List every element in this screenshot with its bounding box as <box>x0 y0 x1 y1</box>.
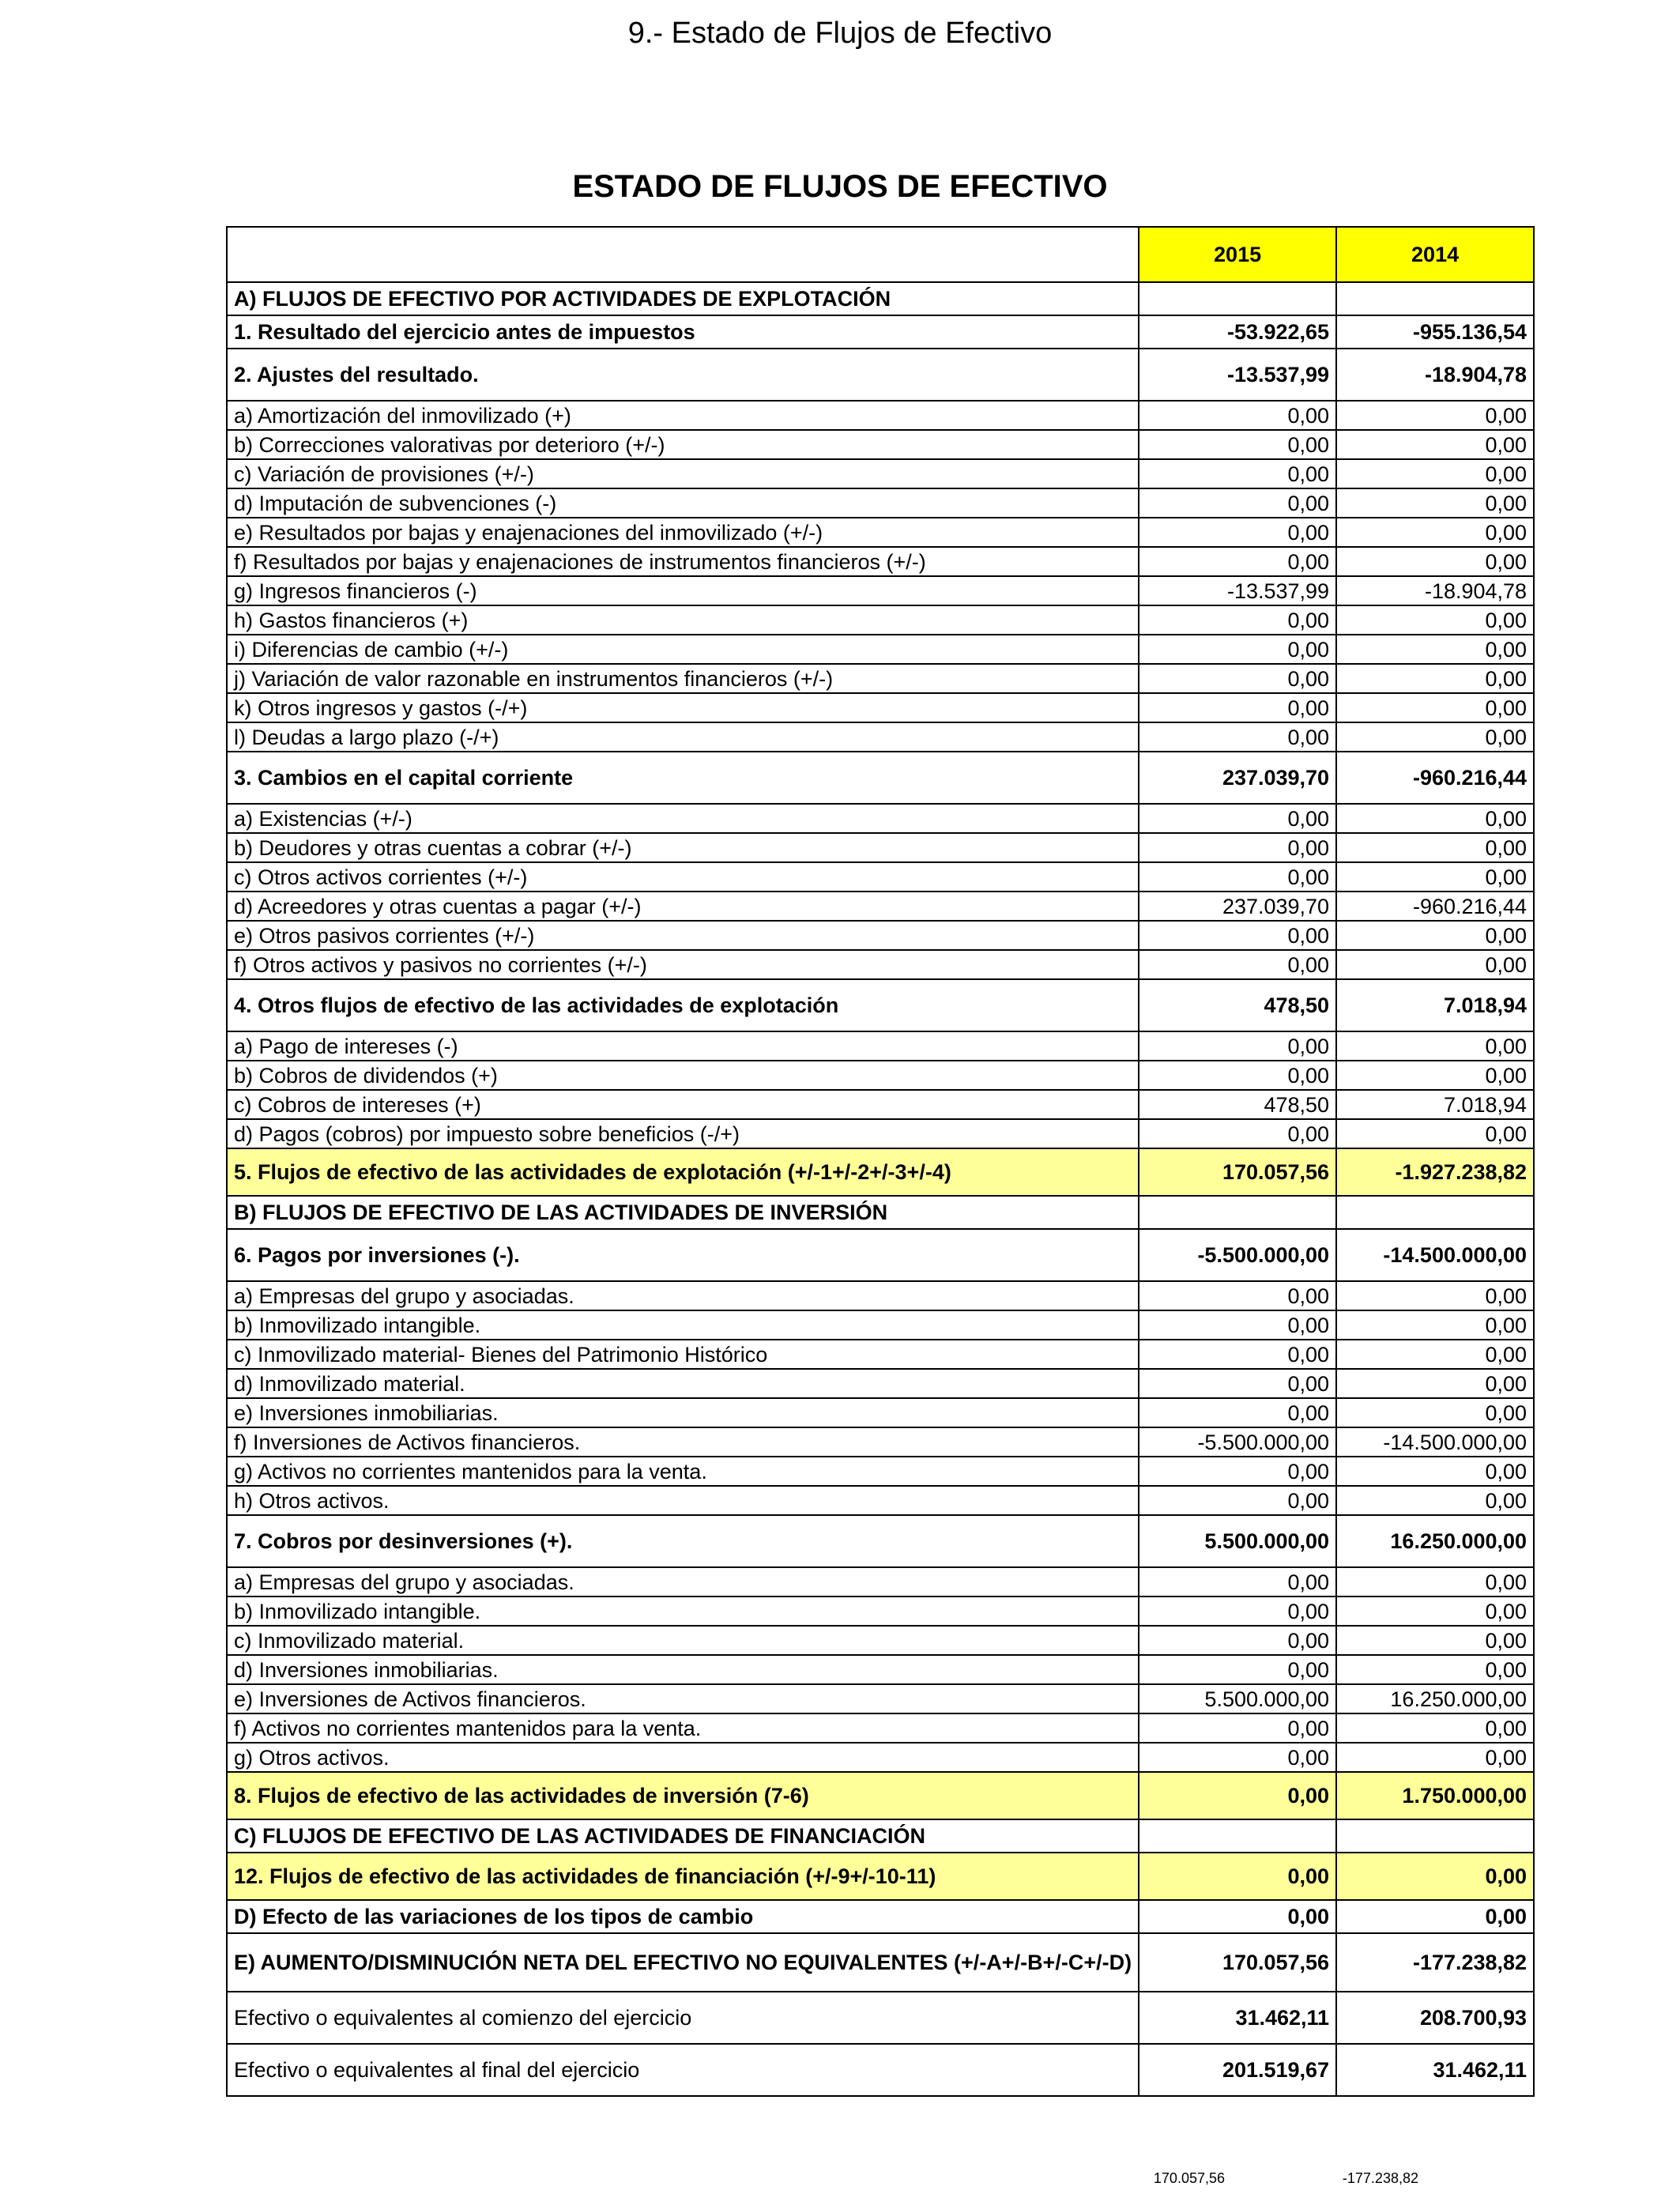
table-row <box>227 1119 1534 1148</box>
row-label: e) Inversiones inmobiliarias. <box>227 1398 1139 1427</box>
table-row <box>227 804 1534 833</box>
value-2015: 478,50 <box>1139 1090 1336 1119</box>
row-label: A) FLUJOS DE EFECTIVO POR ACTIVIDADES DE EXPLOTACIÓN <box>227 282 1139 315</box>
row-label: g) Otros activos. <box>227 1743 1139 1772</box>
value-2014: 0,00 <box>1336 488 1534 518</box>
row-label: Efectivo o equivalentes al final del ejercicio <box>227 2044 1139 2096</box>
value-2015: 31.462,11 <box>1139 1992 1336 2044</box>
value-2015: -5.500.000,00 <box>1139 1229 1336 1281</box>
value-2015: 0,00 <box>1139 1061 1336 1090</box>
row-label: 4. Otros flujos de efectivo de las actividades de explotación <box>227 979 1139 1031</box>
value-2015: 0,00 <box>1139 1626 1336 1655</box>
table-row <box>227 1031 1534 1061</box>
value-2015: 0,00 <box>1139 1398 1336 1427</box>
value-2014: 0,00 <box>1336 1486 1534 1515</box>
table-row <box>227 1900 1534 1933</box>
table-row <box>227 1369 1534 1398</box>
value-2015: 0,00 <box>1139 1655 1336 1684</box>
value-2015 <box>1139 1819 1336 1853</box>
row-label: e) Resultados por bajas y enajenaciones del inmovilizado (+/-) <box>227 518 1139 547</box>
value-2015: 0,00 <box>1139 1743 1336 1772</box>
table-row <box>227 1626 1534 1655</box>
value-2014: 0,00 <box>1336 1853 1534 1900</box>
table-row <box>227 488 1534 518</box>
value-2015: 0,00 <box>1139 1119 1336 1148</box>
row-label: 5. Flujos de efectivo de las actividades de explotación (+/-1+/-2+/-3+/-4) <box>227 1148 1139 1196</box>
value-2014: -960.216,44 <box>1336 752 1534 804</box>
header-year-2015: 2015 <box>1139 227 1336 282</box>
row-label: f) Activos no corrientes mantenidos para la venta. <box>227 1713 1139 1743</box>
value-2015: 0,00 <box>1139 459 1336 488</box>
value-2015: 0,00 <box>1139 862 1336 892</box>
value-2014 <box>1336 282 1534 315</box>
table-row <box>227 1090 1534 1119</box>
value-2014: 7.018,94 <box>1336 979 1534 1031</box>
value-2015: 0,00 <box>1139 605 1336 635</box>
value-2015: -13.537,99 <box>1139 576 1336 605</box>
value-2015: 0,00 <box>1139 1567 1336 1596</box>
table-row <box>227 547 1534 576</box>
row-label: f) Resultados por bajas y enajenaciones de instrumentos financieros (+/-) <box>227 547 1139 576</box>
value-2014: 0,00 <box>1336 1567 1534 1596</box>
row-label: d) Imputación de subvenciones (-) <box>227 488 1139 518</box>
value-2014: -177.238,82 <box>1336 1933 1534 1992</box>
value-2014: 0,00 <box>1336 1281 1534 1310</box>
row-label: 8. Flujos de efectivo de las actividades de inversión (7-6) <box>227 1772 1139 1819</box>
header-year-2014: 2014 <box>1336 227 1534 282</box>
value-2014: 0,00 <box>1336 635 1534 664</box>
table-row <box>227 693 1534 722</box>
table-row <box>227 1457 1534 1486</box>
row-label: a) Existencias (+/-) <box>227 804 1139 833</box>
value-2014: 0,00 <box>1336 1713 1534 1743</box>
row-label: d) Acreedores y otras cuentas a pagar (+/-) <box>227 892 1139 921</box>
value-2014: 0,00 <box>1336 1457 1534 1486</box>
value-2015: 237.039,70 <box>1139 892 1336 921</box>
table-row <box>227 1992 1534 2044</box>
value-2014: 31.462,11 <box>1336 2044 1534 2096</box>
value-2014: 0,00 <box>1336 547 1534 576</box>
row-label: b) Inmovilizado intangible. <box>227 1310 1139 1340</box>
table-row <box>227 282 1534 315</box>
table-row <box>227 1853 1534 1900</box>
value-2015: 0,00 <box>1139 1486 1336 1515</box>
value-2015: 0,00 <box>1139 1310 1336 1340</box>
table-row <box>227 833 1534 862</box>
row-label: g) Ingresos financieros (-) <box>227 576 1139 605</box>
value-2015: 0,00 <box>1139 693 1336 722</box>
row-label: a) Pago de intereses (-) <box>227 1031 1139 1061</box>
row-label: f) Inversiones de Activos financieros. <box>227 1427 1139 1457</box>
table-row <box>227 401 1534 430</box>
row-label: k) Otros ingresos y gastos (-/+) <box>227 693 1139 722</box>
row-label: 6. Pagos por inversiones (-). <box>227 1229 1139 1281</box>
row-label: e) Otros pasivos corrientes (+/-) <box>227 921 1139 950</box>
table-row <box>227 1819 1534 1853</box>
value-2015: 170.057,56 <box>1139 1933 1336 1992</box>
value-2014: 0,00 <box>1336 430 1534 459</box>
row-label: 7. Cobros por desinversiones (+). <box>227 1515 1139 1567</box>
value-2015: 0,00 <box>1139 1713 1336 1743</box>
table-row <box>227 1281 1534 1310</box>
value-2015: 0,00 <box>1139 664 1336 693</box>
row-label: a) Empresas del grupo y asociadas. <box>227 1567 1139 1596</box>
table-row <box>227 1340 1534 1369</box>
value-2014: 0,00 <box>1336 862 1534 892</box>
value-2014: 16.250.000,00 <box>1336 1515 1534 1567</box>
row-label: c) Cobros de intereses (+) <box>227 1090 1139 1119</box>
value-2014: 0,00 <box>1336 1626 1534 1655</box>
row-label: a) Empresas del grupo y asociadas. <box>227 1281 1139 1310</box>
value-2015: 0,00 <box>1139 1369 1336 1398</box>
value-2015: 0,00 <box>1139 921 1336 950</box>
value-2014: 0,00 <box>1336 804 1534 833</box>
row-label: l) Deudas a largo plazo (-/+) <box>227 722 1139 752</box>
table-row <box>227 752 1534 804</box>
footnote-2014: -177.238,82 <box>1342 2170 1418 2186</box>
table-row <box>227 1772 1534 1819</box>
value-2015: 5.500.000,00 <box>1139 1684 1336 1713</box>
value-2014: 0,00 <box>1336 1369 1534 1398</box>
value-2015: 0,00 <box>1139 1457 1336 1486</box>
table-row <box>227 979 1534 1031</box>
value-2014: 0,00 <box>1336 950 1534 979</box>
value-2015: -53.922,65 <box>1139 315 1336 349</box>
row-label: f) Otros activos y pasivos no corrientes (+/-) <box>227 950 1139 979</box>
value-2015: -13.537,99 <box>1139 349 1336 401</box>
page-heading: 9.- Estado de Flujos de Efectivo <box>627 17 1053 50</box>
document-title: ESTADO DE FLUJOS DE EFECTIVO <box>572 169 1108 204</box>
value-2015: 0,00 <box>1139 804 1336 833</box>
footnote-2015: 170.057,56 <box>1153 2170 1225 2186</box>
table-row <box>227 1229 1534 1281</box>
table-row <box>227 1515 1534 1567</box>
value-2015: 0,00 <box>1139 1772 1336 1819</box>
table-row <box>227 1310 1534 1340</box>
row-label: c) Inmovilizado material. <box>227 1626 1139 1655</box>
value-2015: 478,50 <box>1139 979 1336 1031</box>
value-2014: -14.500.000,00 <box>1336 1427 1534 1457</box>
table-row <box>227 459 1534 488</box>
table-row <box>227 1713 1534 1743</box>
value-2015: 0,00 <box>1139 518 1336 547</box>
value-2015 <box>1139 1196 1336 1229</box>
value-2015: -5.500.000,00 <box>1139 1427 1336 1457</box>
value-2014: 0,00 <box>1336 833 1534 862</box>
value-2014: 1.750.000,00 <box>1336 1772 1534 1819</box>
value-2014: 0,00 <box>1336 1031 1534 1061</box>
table-row <box>227 1196 1534 1229</box>
row-label: c) Variación de provisiones (+/-) <box>227 459 1139 488</box>
table-row <box>227 950 1534 979</box>
value-2014: 0,00 <box>1336 693 1534 722</box>
row-label: B) FLUJOS DE EFECTIVO DE LAS ACTIVIDADES DE INVERSIÓN <box>227 1196 1139 1229</box>
value-2014: 0,00 <box>1336 401 1534 430</box>
value-2015: 5.500.000,00 <box>1139 1515 1336 1567</box>
header-empty-cell <box>227 227 1139 282</box>
value-2015: 170.057,56 <box>1139 1148 1336 1196</box>
value-2014: 0,00 <box>1336 1398 1534 1427</box>
row-label: E) AUMENTO/DISMINUCIÓN NETA DEL EFECTIVO NO EQUIVALENTES (+/-A+/-B+/-C+/-D) <box>227 1933 1139 1992</box>
row-label: 1. Resultado del ejercicio antes de impuestos <box>227 315 1139 349</box>
row-label: Efectivo o equivalentes al comienzo del ejercicio <box>227 1992 1139 2044</box>
row-label: D) Efecto de las variaciones de los tipos de cambio <box>227 1900 1139 1933</box>
value-2014: 0,00 <box>1336 1655 1534 1684</box>
value-2015: 0,00 <box>1139 1853 1336 1900</box>
value-2015: 0,00 <box>1139 1340 1336 1369</box>
row-label: 12. Flujos de efectivo de las actividades de financiación (+/-9+/-10-11) <box>227 1853 1139 1900</box>
value-2015: 0,00 <box>1139 488 1336 518</box>
value-2014: 0,00 <box>1336 1119 1534 1148</box>
value-2014: 0,00 <box>1336 605 1534 635</box>
value-2014: 0,00 <box>1336 1743 1534 1772</box>
table-row <box>227 722 1534 752</box>
row-label: i) Diferencias de cambio (+/-) <box>227 635 1139 664</box>
table-row <box>227 1148 1534 1196</box>
table-row <box>227 1933 1534 1992</box>
table-row <box>227 430 1534 459</box>
table-row <box>227 1486 1534 1515</box>
value-2014: 0,00 <box>1336 664 1534 693</box>
value-2014: -960.216,44 <box>1336 892 1534 921</box>
value-2014: 0,00 <box>1336 1596 1534 1626</box>
table-row <box>227 1655 1534 1684</box>
value-2014: 0,00 <box>1336 518 1534 547</box>
value-2014: -18.904,78 <box>1336 349 1534 401</box>
row-label: d) Pagos (cobros) por impuesto sobre beneficios (-/+) <box>227 1119 1139 1148</box>
table-row <box>227 1427 1534 1457</box>
value-2015: 0,00 <box>1139 950 1336 979</box>
table-row <box>227 1398 1534 1427</box>
row-label: g) Activos no corrientes mantenidos para la venta. <box>227 1457 1139 1486</box>
value-2015: 0,00 <box>1139 547 1336 576</box>
value-2014: 0,00 <box>1336 1900 1534 1933</box>
table-row <box>227 1684 1534 1713</box>
row-label: h) Otros activos. <box>227 1486 1139 1515</box>
row-label: b) Inmovilizado intangible. <box>227 1596 1139 1626</box>
row-label: c) Inmovilizado material- Bienes del Patrimonio Histórico <box>227 1340 1139 1369</box>
row-label: b) Correcciones valorativas por deterioro (+/-) <box>227 430 1139 459</box>
value-2014: 0,00 <box>1336 722 1534 752</box>
value-2014: 0,00 <box>1336 459 1534 488</box>
value-2014: 208.700,93 <box>1336 1992 1534 2044</box>
table-row <box>227 635 1534 664</box>
value-2015: 201.519,67 <box>1139 2044 1336 2096</box>
value-2015: 0,00 <box>1139 430 1336 459</box>
table-row <box>227 605 1534 635</box>
value-2015: 0,00 <box>1139 401 1336 430</box>
value-2014: 0,00 <box>1336 1061 1534 1090</box>
value-2014: 0,00 <box>1336 1340 1534 1369</box>
value-2015: 0,00 <box>1139 1596 1336 1626</box>
value-2015: 0,00 <box>1139 1900 1336 1933</box>
value-2014: -18.904,78 <box>1336 576 1534 605</box>
table-row <box>227 892 1534 921</box>
table-header-row <box>227 227 1534 282</box>
table-row <box>227 576 1534 605</box>
table-row <box>227 1596 1534 1626</box>
table-row <box>227 2044 1534 2096</box>
value-2015: 0,00 <box>1139 1031 1336 1061</box>
value-2015: 237.039,70 <box>1139 752 1336 804</box>
row-label: b) Deudores y otras cuentas a cobrar (+/-) <box>227 833 1139 862</box>
table-row <box>227 349 1534 401</box>
value-2015: 0,00 <box>1139 722 1336 752</box>
cash-flow-table <box>226 226 1535 2097</box>
row-label: a) Amortización del inmovilizado (+) <box>227 401 1139 430</box>
row-label: d) Inmovilizado material. <box>227 1369 1139 1398</box>
row-label: h) Gastos financieros (+) <box>227 605 1139 635</box>
table-row <box>227 862 1534 892</box>
row-label: b) Cobros de dividendos (+) <box>227 1061 1139 1090</box>
table-row <box>227 1061 1534 1090</box>
value-2015: 0,00 <box>1139 635 1336 664</box>
row-label: e) Inversiones de Activos financieros. <box>227 1684 1139 1713</box>
row-label: 2. Ajustes del resultado. <box>227 349 1139 401</box>
value-2014: 7.018,94 <box>1336 1090 1534 1119</box>
row-label: 3. Cambios en el capital corriente <box>227 752 1139 804</box>
table-row <box>227 1743 1534 1772</box>
value-2014: -14.500.000,00 <box>1336 1229 1534 1281</box>
value-2015: 0,00 <box>1139 1281 1336 1310</box>
table-row <box>227 518 1534 547</box>
value-2015: 0,00 <box>1139 833 1336 862</box>
table-row <box>227 664 1534 693</box>
value-2014 <box>1336 1819 1534 1853</box>
row-label: C) FLUJOS DE EFECTIVO DE LAS ACTIVIDADES DE FINANCIACIÓN <box>227 1819 1139 1853</box>
value-2014: 0,00 <box>1336 921 1534 950</box>
row-label: j) Variación de valor razonable en instrumentos financieros (+/-) <box>227 664 1139 693</box>
row-label: c) Otros activos corrientes (+/-) <box>227 862 1139 892</box>
value-2014: 0,00 <box>1336 1310 1534 1340</box>
value-2014: 16.250.000,00 <box>1336 1684 1534 1713</box>
table-row <box>227 315 1534 349</box>
value-2014 <box>1336 1196 1534 1229</box>
value-2014: -1.927.238,82 <box>1336 1148 1534 1196</box>
value-2014: -955.136,54 <box>1336 315 1534 349</box>
table-row <box>227 921 1534 950</box>
table-row <box>227 1567 1534 1596</box>
value-2015 <box>1139 282 1336 315</box>
row-label: d) Inversiones inmobiliarias. <box>227 1655 1139 1684</box>
